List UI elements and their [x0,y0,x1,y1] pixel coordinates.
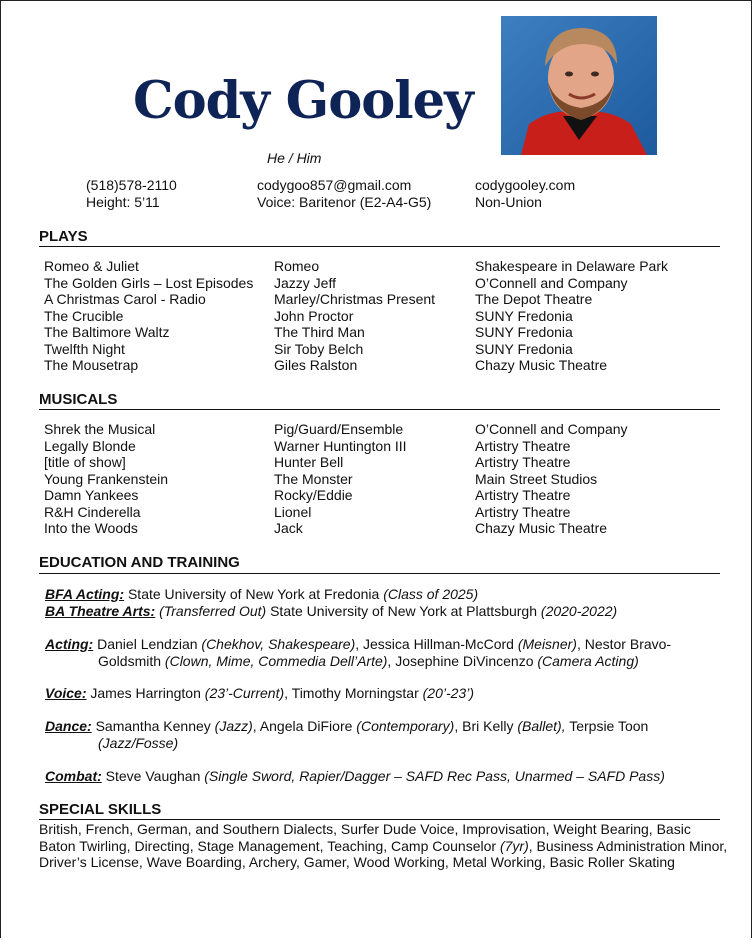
list-item: Young Frankenstein [44,470,169,487]
list-item: The Depot Theatre [475,291,593,307]
list-item: Artistry Theatre [475,503,571,520]
list-item: [title of show] [44,454,126,470]
list-item: The Third Man [274,324,365,340]
list-item: Giles Ralston [274,357,358,373]
contact-col-1 [86,177,177,211]
list-item: Damn Yankees [44,487,139,503]
list-item: The Crucible [44,307,124,324]
list-item: Rocky/Eddie [274,487,353,503]
musicals-roles-column [274,421,407,537]
list-item: John Proctor [274,307,354,324]
email: codygoo857@gmail.com [257,177,412,193]
musicals-shows-column [44,421,168,537]
list-item: Artistry Theatre [475,437,571,454]
list-item: The Mousetrap [44,357,139,373]
contact-col-3 [475,177,575,211]
degrees [45,586,715,620]
list-item: Jack [274,520,303,536]
contact-col-2 [257,177,431,211]
union-status: Non-Union [475,194,542,210]
website: codygooley.com [475,177,576,193]
plays-roles-column [274,258,435,374]
list-item: Artistry Theatre [475,487,571,503]
list-item: Jazzy Jeff [274,274,336,291]
musicals-heading: MUSICALS [39,391,118,408]
voice-training: Voice: James Harrington (23’-Current), Timothy Morningstar (20’-23’) [45,685,474,701]
actor-name: Cody Gooley [133,71,473,131]
list-item: Shakespeare in Delaware Park [475,258,668,274]
list-item: R&H Cinderella [44,503,141,520]
headshot-photo [501,16,657,155]
skills-divider [39,819,720,820]
musicals-divider [39,409,720,410]
plays-shows-column [44,258,253,374]
list-item: Hunter Bell [274,454,344,470]
ba-line: BA Theatre Arts: (Transferred Out) State University of New York at Plattsburgh (2020-2022) [45,603,618,619]
list-item: The Baltimore Waltz [44,324,170,340]
voice-type: Voice: Baritenor (E2-A4-G5) [257,194,432,210]
list-item: Marley/Christmas Present [274,291,436,307]
skills-text: British, French, German, and Southern Dialects, Surfer Dude Voice, Improvisation, Weight Bearing, Basic Baton Twirling, Directing, Stage Management, Teaching, Camp Counselor (7yr), Business Administration Minor, Driver’s License, Wave Boarding, Archery, Gamer, Wood Working, Metal Working, Basic Roller Skating [39,821,728,870]
list-item: Pig/Guard/Ensemble [274,421,404,437]
list-item: Legally Blonde [44,437,136,454]
plays-divider [39,246,720,247]
bfa-line: BFA Acting: State University of New York at Fredonia (Class of 2025) [45,586,479,602]
list-item: Lionel [274,503,312,520]
list-item: SUNY Fredonia [475,307,573,324]
education-heading: EDUCATION AND TRAINING [39,554,240,571]
list-item: O’Connell and Company [475,274,628,291]
list-item: Warner Huntington III [274,437,407,454]
education-divider [39,573,720,574]
list-item: SUNY Fredonia [475,340,573,357]
list-item: Shrek the Musical [44,421,156,437]
acting-training: Acting: Daniel Lendzian (Chekhov, Shakespeare), Jessica Hillman-McCord (Meisner), Nestor Bravo- Goldsmith (Clown, Mime, Commedia Dell’Arte), Josephine DiVincenzo (Camera Acting) [45,636,672,669]
skills-heading: SPECIAL SKILLS [39,801,162,818]
list-item: O’Connell and Company [475,421,628,437]
list-item: Chazy Music Theatre [475,357,608,373]
plays-companies-column [475,258,668,374]
pronouns: He / Him [267,150,322,166]
height: Height: 5’11 [86,194,160,210]
list-item: Main Street Studios [475,470,598,487]
list-item: Romeo & Juliet [44,258,139,274]
list-item: Romeo [274,258,320,274]
list-item: A Christmas Carol - Radio [44,291,206,307]
list-item: The Golden Girls – Lost Episodes [44,274,254,291]
list-item: Into the Woods [44,520,138,536]
list-item: Twelfth Night [44,340,125,357]
phone-number: (518)578-2110 [86,177,177,193]
plays-heading: PLAYS [39,228,88,245]
dance-training: Dance: Samantha Kenney (Jazz), Angela DiFiore (Contemporary), Bri Kelly (Ballet), Terpsie Toon (Jazz/Fosse) [45,718,649,751]
combat-training: Combat: Steve Vaughan (Single Sword, Rapier/Dagger – SAFD Rec Pass, Unarmed – SAFD Pass) [45,768,665,784]
list-item: Sir Toby Belch [274,340,364,357]
list-item: Chazy Music Theatre [475,520,608,536]
list-item: Artistry Theatre [475,454,571,470]
list-item: SUNY Fredonia [475,324,573,340]
musicals-companies-column [475,421,628,537]
list-item: The Monster [274,470,353,487]
